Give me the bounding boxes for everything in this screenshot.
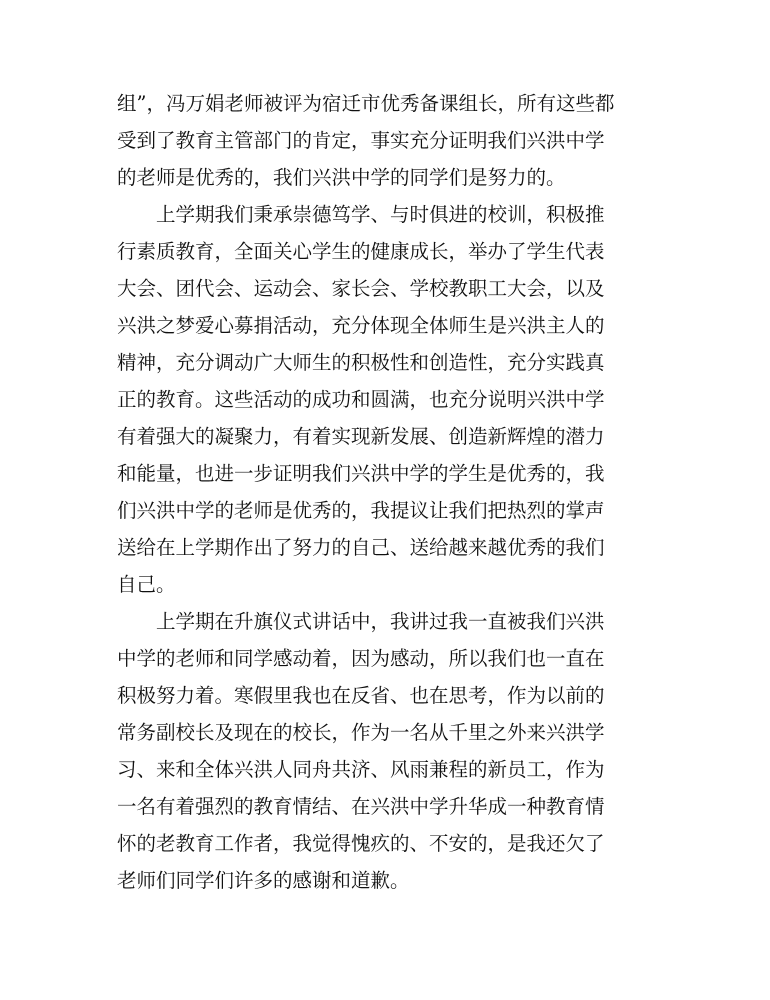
text-line: 送给在上学期作出了努力的自己、送给越来越优秀的我们 — [117, 536, 605, 559]
body-text — [117, 85, 657, 899]
text-line: 组”，冯万娟老师被评为宿迁市优秀备课组长，所有这些都 — [117, 92, 615, 115]
text-line: 兴洪之梦爱心募捐活动，充分体现全体师生是兴洪主人的 — [117, 314, 605, 337]
text-line: 正的教育。这些活动的成功和圆满，也充分说明兴洪中学 — [117, 388, 605, 411]
text-line: 一名有着强烈的教育情结、在兴洪中学升华成一种教育情 — [117, 795, 605, 818]
text-line: 精神，充分调动广大师生的积极性和创造性，充分实践真 — [117, 351, 605, 374]
text-line: 老师们同学们许多的感谢和道歉。 — [117, 869, 410, 892]
text-line: 有着强大的凝聚力，有着实现新发展、创造新辉煌的潜力 — [117, 425, 605, 448]
text-line: 自己。 — [117, 573, 176, 596]
paragraph-first-line: 上学期我们秉承崇德笃学、与时俱进的校训，积极推 — [156, 203, 605, 226]
text-line: 中学的老师和同学感动着，因为感动，所以我们也一直在 — [117, 647, 605, 670]
paragraph-first-line: 上学期在升旗仪式讲话中，我讲过我一直被我们兴洪 — [156, 610, 605, 633]
text-line: 行素质教育，全面关心学生的健康成长，举办了学生代表 — [117, 240, 605, 263]
text-line: 们兴洪中学的老师是优秀的，我提议让我们把热烈的掌声 — [117, 499, 605, 522]
text-line: 习、来和全体兴洪人同舟共济、风雨兼程的新员工，作为 — [117, 758, 605, 781]
text-line: 大会、团代会、运动会、家长会、学校教职工大会，以及 — [117, 277, 605, 300]
text-line: 怀的老教育工作者，我觉得愧疚的、不安的，是我还欠了 — [117, 832, 605, 855]
text-line: 和能量，也进一步证明我们兴洪中学的学生是优秀的，我 — [117, 462, 605, 485]
text-line: 受到了教育主管部门的肯定，事实充分证明我们兴洪中学 — [117, 129, 605, 152]
text-line: 常务副校长及现在的校长，作为一名从千里之外来兴洪学 — [117, 721, 605, 744]
text-line: 积极努力着。寒假里我也在反省、也在思考，作为以前的 — [117, 684, 605, 707]
text-line: 的老师是优秀的，我们兴洪中学的同学们是努力的。 — [117, 166, 566, 189]
